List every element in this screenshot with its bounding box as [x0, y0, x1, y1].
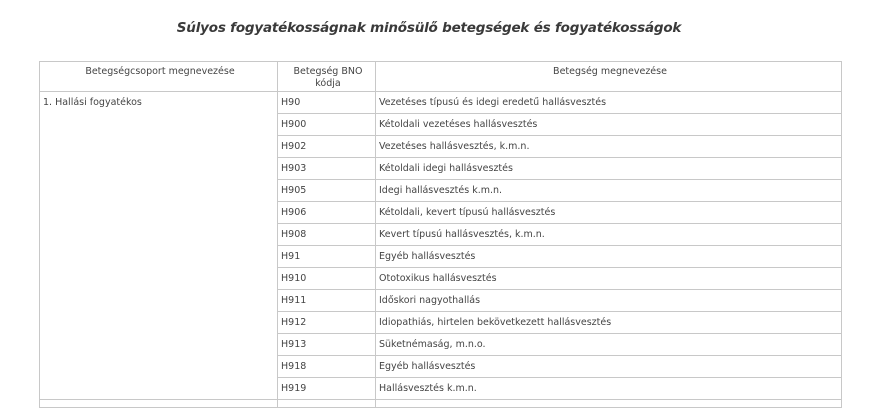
code-cell: H90 [278, 92, 376, 114]
name-cell: Kétoldali, kevert típusú hallásvesztés [376, 202, 842, 224]
header-code-line1: Betegség BNO [293, 66, 363, 77]
name-cell: Időskori nagyothallás [376, 290, 842, 312]
header-group: Betegségcsoport megnevezése [40, 62, 278, 92]
disease-table [39, 61, 842, 408]
name-cell: Kevert típusú hallásvesztés, k.m.n. [376, 224, 842, 246]
code-cell: H919 [278, 378, 376, 400]
table-row [40, 92, 842, 114]
empty-cell [40, 400, 278, 408]
table-header-row [40, 62, 842, 92]
header-name: Betegség megnevezése [376, 62, 842, 92]
name-cell: Süketnémaság, m.n.o. [376, 334, 842, 356]
name-cell: Idiopathiás, hirtelen bekövetkezett hallásvesztés [376, 312, 842, 334]
code-cell: H913 [278, 334, 376, 356]
empty-cell [278, 400, 376, 408]
name-cell: Kétoldali idegi hallásvesztés [376, 158, 842, 180]
empty-cell [376, 400, 842, 408]
code-cell: H908 [278, 224, 376, 246]
name-cell: Hallásvesztés k.m.n. [376, 378, 842, 400]
code-cell: H903 [278, 158, 376, 180]
name-cell: Ototoxikus hallásvesztés [376, 268, 842, 290]
group-cell: 1. Hallási fogyatékos [40, 92, 278, 400]
code-cell: H906 [278, 202, 376, 224]
name-cell: Egyéb hallásvesztés [376, 246, 842, 268]
code-cell: H918 [278, 356, 376, 378]
code-cell: H902 [278, 136, 376, 158]
code-cell: H912 [278, 312, 376, 334]
table-row-partial [40, 400, 842, 408]
code-cell: H900 [278, 114, 376, 136]
name-cell: Idegi hallásvesztés k.m.n. [376, 180, 842, 202]
table-body [40, 92, 842, 408]
name-cell: Vezetéses típusú és idegi eredetű hallásvesztés [376, 92, 842, 114]
page-title: Súlyos fogyatékosságnak minősülő betegségek és fogyatékosságok [176, 20, 682, 36]
code-cell: H910 [278, 268, 376, 290]
name-cell: Vezetéses hallásvesztés, k.m.n. [376, 136, 842, 158]
code-cell: H91 [278, 246, 376, 268]
code-cell: H905 [278, 180, 376, 202]
name-cell: Kétoldali vezetéses hallásvesztés [376, 114, 842, 136]
header-code [278, 62, 376, 92]
code-cell: H911 [278, 290, 376, 312]
header-code-line2: kódja [315, 78, 341, 89]
name-cell: Egyéb hallásvesztés [376, 356, 842, 378]
